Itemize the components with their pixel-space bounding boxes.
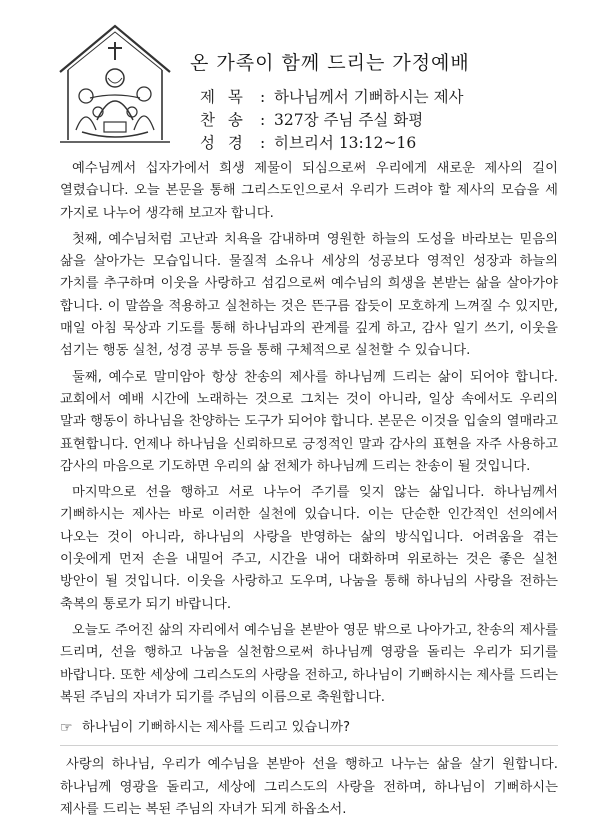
info-value: 327장 주님 주실 화평	[274, 111, 424, 129]
info-row-scripture	[200, 132, 464, 155]
sermon-body	[60, 158, 558, 822]
info-row-subject	[200, 86, 464, 109]
info-colon: :	[260, 88, 266, 106]
worship-header	[0, 0, 600, 160]
divider	[60, 745, 558, 746]
info-value: 하나님께서 기뻐하시는 제사	[274, 88, 464, 106]
info-label: 찬 송	[200, 111, 247, 129]
page-title: 온 가족이 함께 드리는 가정예배	[190, 52, 470, 74]
question-text: 하나님이 기뻐하시는 제사를 드리고 있습니까?	[82, 720, 351, 736]
info-label: 성 경	[200, 134, 247, 152]
reflection-question	[60, 717, 558, 739]
worship-info	[200, 86, 464, 155]
info-value: 히브리서 13:12~16	[274, 134, 417, 152]
sermon-paragraph: 첫째, 예수님처럼 고난과 치욕을 감내하며 영원한 하늘의 도성을 바라보는 믿음의 삶을 살아가는 모습입니다. 물질적 소유나 세상의 성공보다 영적인 성장과 하늘의 가치를 추구하며 이웃을 사랑하고 섬김으로써 예수님의 희생을 본받는 삶을 살아가야 합니다. 이 말씀을 적용하고 실천하는 것은 뜬구름 잡듯이 모호하게 느껴질 수 있지만, 매일 아침 묵상과 기도를 통해 하나님과의 관계를 깊게 하고, 감사 일기 쓰기, 이웃을 섬기는 행동 실천, 성경 공부 등을 통해 구체적으로 실천할 수 있습니다.	[60, 231, 558, 359]
sermon-paragraph: 마지막으로 선을 행하고 서로 나누어 주기를 잊지 않는 삶입니다. 하나님께서 기뻐하시는 제사는 바로 이러한 실천에 있습니다. 이는 단순한 인간적인 선의에서 나오는 것이 아니라, 하나님의 사랑을 반영하는 삶의 방식입니다. 어려움을 겪는 이웃에게 먼저 손을 내밀어 주고, 시간을 내어 대화하며 위로하는 것은 좋은 실천 방안이 될 것입니다. 이웃을 사랑하고 도우며, 나눔을 통해 하나님의 사랑을 전하는 축복의 통로가 되기 바랍니다.	[60, 485, 558, 612]
info-row-hymn	[200, 109, 464, 132]
pointing-hand-icon: ☞	[60, 720, 73, 737]
sermon-paragraph: 둘째, 예수로 말미암아 항상 찬송의 제사를 하나님께 드리는 삶이 되어야 합니다. 교회에서 예배 시간에 노래하는 것으로 그치는 것이 아니라, 일상 속에서도 우리의 말과 행동이 하나님을 찬양하는 도구가 되어야 합니다. 본문은 이것을 입술의 열매라고 표현합니다. 언제나 하나님을 신뢰하므로 긍정적인 말과 감사의 표현을 자주 사용하고 감사의 마음으로 기도하면 우리의 삶 전체가 하나님께 드리는 찬송이 될 것입니다.	[60, 369, 558, 474]
closing-prayer: 사랑의 하나님, 우리가 예수님을 본받아 선을 행하고 나누는 삶을 살기 원합니다. 하나님께 영광을 돌리고, 세상에 그리스도의 사랑을 전하며, 하나님이 기뻐하시는 제사를 드리는 복된 주님의 자녀가 되게 하옵소서.	[60, 757, 558, 818]
info-colon: :	[260, 134, 266, 152]
family-worship-house-icon	[52, 20, 178, 150]
sermon-paragraph: 예수님께서 십자가에서 희생 제물이 되심으로써 우리에게 새로운 제사의 길이 열렸습니다. 오늘 본문을 통해 그리스도인으로서 우리가 드려야 할 제사의 모습을 세 가지로 나누어 생각해 보고자 합니다.	[60, 161, 558, 221]
info-label: 제 목	[200, 88, 247, 106]
info-colon: :	[260, 111, 266, 129]
sermon-paragraph: 오늘도 주어진 삶의 자리에서 예수님을 본받아 영문 밖으로 나아가고, 찬송의 제사를 드리며, 선을 행하고 나눔을 실천함으로써 하나님께 영광을 돌리는 우리가 되기를 바랍니다. 또한 세상에 그리스도의 사랑을 전하고, 하나님이 기뻐하시는 제사를 드리는 복된 주님의 자녀가 되기를 주님의 이름으로 축원합니다.	[60, 622, 558, 705]
